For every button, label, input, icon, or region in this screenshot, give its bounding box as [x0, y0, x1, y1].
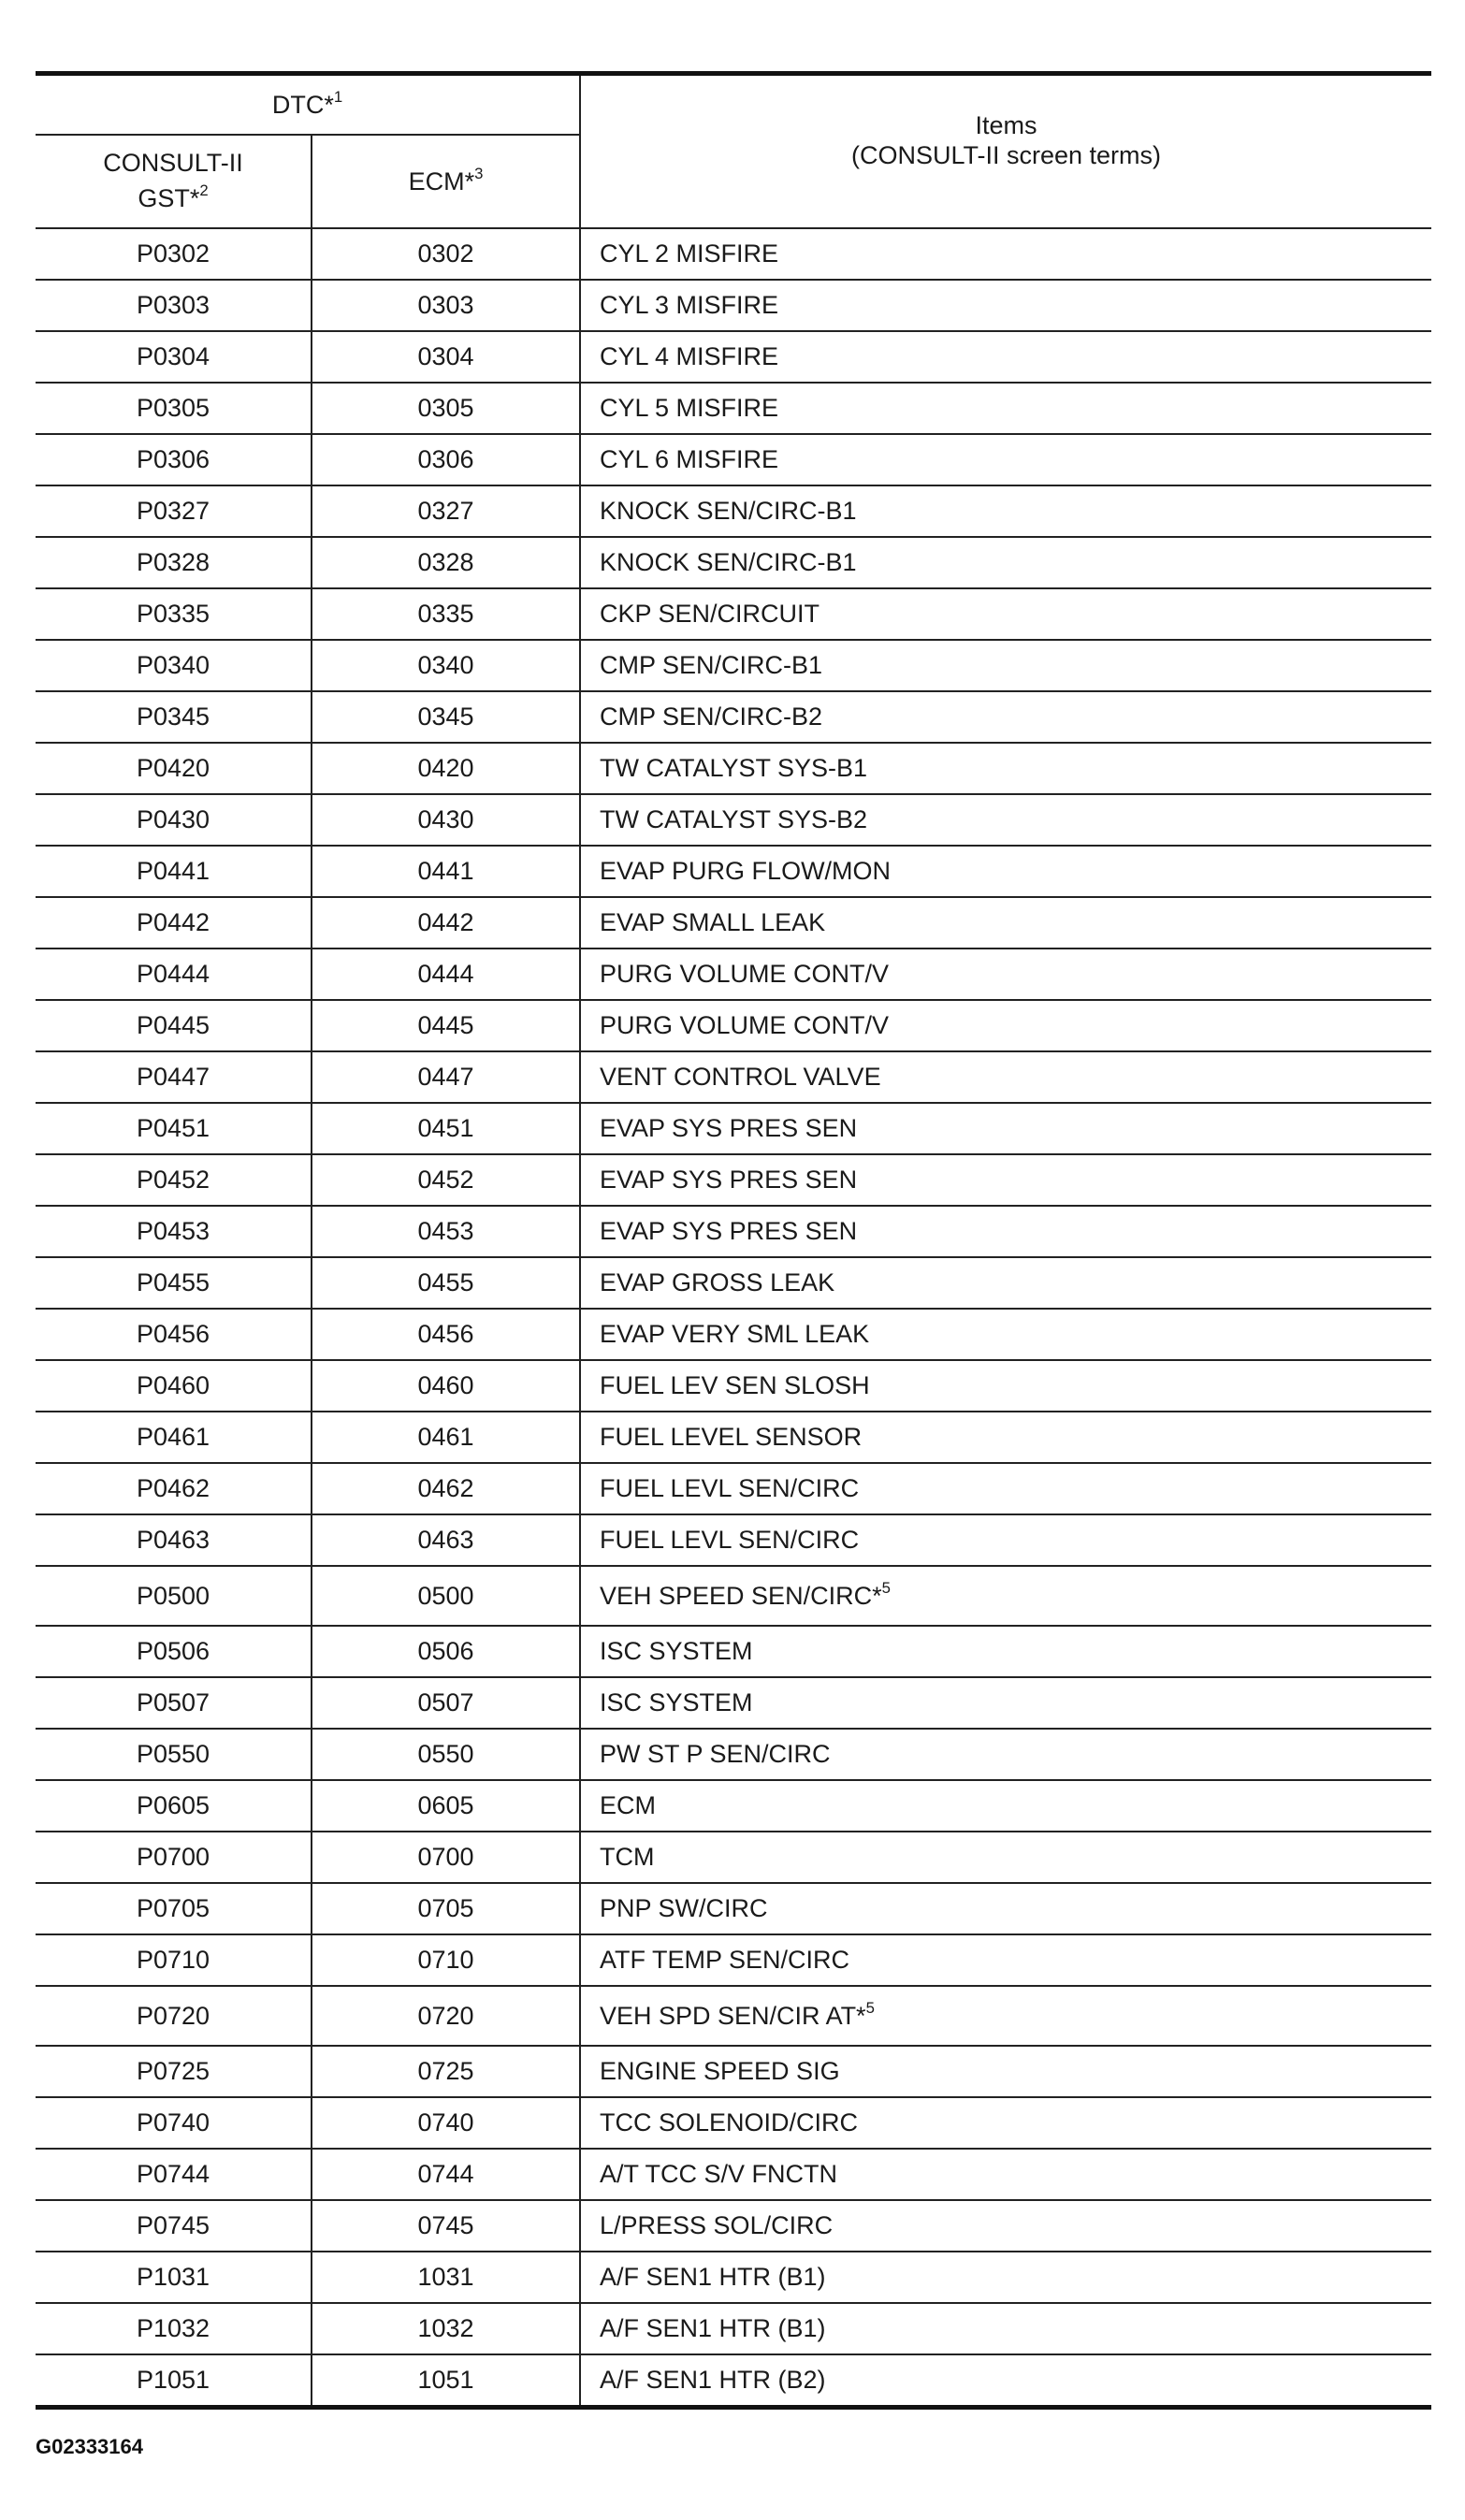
item-term-cell	[580, 2046, 1431, 2097]
table-row	[36, 1463, 1431, 1514]
item-term-cell	[580, 331, 1431, 383]
table-row	[36, 383, 1431, 434]
dtc-table-container	[36, 71, 1431, 2410]
item-term-text: EVAP GROSS LEAK	[600, 1268, 835, 1297]
consult-code-cell: P0335	[36, 588, 312, 640]
item-term-cell	[580, 2303, 1431, 2354]
item-term-text: TCC SOLENOID/CIRC	[600, 2108, 859, 2137]
item-term-text: CYL 3 MISFIRE	[600, 291, 779, 320]
item-term-cell	[580, 485, 1431, 537]
ecm-code-cell: 0345	[312, 691, 580, 743]
table-row	[36, 2149, 1431, 2200]
consult-code-cell: P0447	[36, 1051, 312, 1103]
item-term-cell	[580, 1883, 1431, 1934]
consult-code-cell: P0745	[36, 2200, 312, 2252]
consult-code-cell: P0452	[36, 1154, 312, 1206]
consult-code-cell: P1051	[36, 2354, 312, 2408]
item-term-cell	[580, 897, 1431, 949]
ecm-code-cell: 0506	[312, 1626, 580, 1677]
item-term-cell	[580, 949, 1431, 1000]
dtc-header-text: DTC*	[271, 90, 334, 119]
consult-code-cell: P0444	[36, 949, 312, 1000]
table-row	[36, 2200, 1431, 2252]
item-term-cell	[580, 1051, 1431, 1103]
item-term-text: ISC SYSTEM	[600, 1688, 753, 1717]
item-term-cell	[580, 537, 1431, 588]
table-row	[36, 1257, 1431, 1309]
consult-code-cell: P0456	[36, 1309, 312, 1360]
item-term-text: A/F SEN1 HTR (B2)	[600, 2366, 826, 2395]
item-term-text: FUEL LEVL SEN/CIRC	[600, 1526, 860, 1555]
ecm-code-cell: 0442	[312, 897, 580, 949]
item-term-text: FUEL LEV SEN SLOSH	[600, 1371, 870, 1400]
ecm-column-header	[312, 135, 580, 228]
ecm-code-cell: 0441	[312, 846, 580, 897]
ecm-code-cell: 0451	[312, 1103, 580, 1154]
consult-code-cell: P0740	[36, 2097, 312, 2149]
consult-code-cell: P0303	[36, 280, 312, 331]
consult-code-cell: P0460	[36, 1360, 312, 1412]
item-term-text: EVAP SYS PRES SEN	[600, 1114, 858, 1143]
item-term-cell	[580, 1626, 1431, 1677]
ecm-code-cell: 0550	[312, 1729, 580, 1780]
table-body	[36, 228, 1431, 2408]
ecm-code-cell: 0430	[312, 794, 580, 846]
item-term-cell	[580, 691, 1431, 743]
table-row	[36, 1000, 1431, 1051]
ecm-code-cell: 0725	[312, 2046, 580, 2097]
item-term-cell	[580, 2354, 1431, 2408]
consult-header-line1: CONSULT-II	[103, 149, 243, 178]
item-term-text: CMP SEN/CIRC-B2	[600, 702, 823, 731]
item-term-text: TW CATALYST SYS-B1	[600, 754, 868, 783]
consult-code-cell: P0328	[36, 537, 312, 588]
item-term-text: CKP SEN/CIRCUIT	[600, 600, 820, 629]
table-row	[36, 1729, 1431, 1780]
dtc-table	[36, 71, 1431, 2410]
item-term-text: A/F SEN1 HTR (B1)	[600, 2263, 826, 2292]
consult-code-cell: P0725	[36, 2046, 312, 2097]
item-term-text: PNP SW/CIRC	[600, 1894, 768, 1923]
item-term-cell	[580, 794, 1431, 846]
item-term-cell	[580, 2252, 1431, 2303]
table-row	[36, 2354, 1431, 2408]
item-term-cell	[580, 280, 1431, 331]
consult-code-cell: P0705	[36, 1883, 312, 1934]
ecm-code-cell: 1031	[312, 2252, 580, 2303]
ecm-code-cell: 0445	[312, 1000, 580, 1051]
consult-code-cell: P1031	[36, 2252, 312, 2303]
ecm-code-cell: 0455	[312, 1257, 580, 1309]
ecm-code-cell: 0302	[312, 228, 580, 280]
item-term-text: L/PRESS SOL/CIRC	[600, 2211, 834, 2240]
table-row	[36, 537, 1431, 588]
table-row	[36, 228, 1431, 280]
ecm-code-cell: 0710	[312, 1934, 580, 1986]
table-row	[36, 1103, 1431, 1154]
consult-code-cell: P0455	[36, 1257, 312, 1309]
ecm-code-cell: 0700	[312, 1832, 580, 1883]
consult-code-cell: P0327	[36, 485, 312, 537]
item-term-cell	[580, 2149, 1431, 2200]
item-term-cell	[580, 1154, 1431, 1206]
item-term-cell	[580, 640, 1431, 691]
ecm-code-cell: 0745	[312, 2200, 580, 2252]
item-term-cell	[580, 1514, 1431, 1566]
item-term-text: KNOCK SEN/CIRC-B1	[600, 497, 857, 526]
ecm-code-cell: 0453	[312, 1206, 580, 1257]
item-term-cell	[580, 1309, 1431, 1360]
ecm-code-cell: 0305	[312, 383, 580, 434]
table-row	[36, 280, 1431, 331]
table-row	[36, 1566, 1431, 1626]
ecm-code-cell: 0507	[312, 1677, 580, 1729]
table-row	[36, 897, 1431, 949]
consult-code-cell: P0451	[36, 1103, 312, 1154]
ecm-code-cell: 0452	[312, 1154, 580, 1206]
consult-code-cell: P0700	[36, 1832, 312, 1883]
table-row	[36, 846, 1431, 897]
table-row	[36, 1780, 1431, 1832]
table-row	[36, 331, 1431, 383]
consult-code-cell: P0430	[36, 794, 312, 846]
item-term-text: CMP SEN/CIRC-B1	[600, 651, 823, 680]
table-row	[36, 485, 1431, 537]
consult-header-sup: 2	[199, 181, 209, 200]
item-term-cell	[580, 1206, 1431, 1257]
item-term-cell	[580, 1934, 1431, 1986]
item-term-text: CYL 6 MISFIRE	[600, 445, 779, 474]
table-row	[36, 640, 1431, 691]
ecm-code-cell: 0327	[312, 485, 580, 537]
item-term-text: VEH SPEED SEN/CIRC*	[600, 1581, 882, 1610]
item-term-text: A/F SEN1 HTR (B1)	[600, 2314, 826, 2343]
consult-code-cell: P0550	[36, 1729, 312, 1780]
dtc-group-header	[36, 74, 580, 136]
item-term-text: EVAP PURG FLOW/MON	[600, 857, 892, 886]
consult-code-cell: P0453	[36, 1206, 312, 1257]
consult-code-cell: P0605	[36, 1780, 312, 1832]
table-row	[36, 2252, 1431, 2303]
item-term-text: PURG VOLUME CONT/V	[600, 1011, 890, 1040]
item-term-text: PURG VOLUME CONT/V	[600, 960, 890, 989]
ecm-code-cell: 1051	[312, 2354, 580, 2408]
item-term-cell	[580, 1566, 1431, 1626]
table-row	[36, 1677, 1431, 1729]
item-term-text: ECM	[600, 1791, 656, 1820]
consult-code-cell: P0507	[36, 1677, 312, 1729]
ecm-code-cell: 0447	[312, 1051, 580, 1103]
ecm-code-cell: 0720	[312, 1986, 580, 2046]
table-row	[36, 2303, 1431, 2354]
ecm-code-cell: 0461	[312, 1412, 580, 1463]
consult-code-cell: P0461	[36, 1412, 312, 1463]
table-row	[36, 691, 1431, 743]
item-term-cell	[580, 1832, 1431, 1883]
dtc-header-sup: 1	[333, 88, 343, 107]
item-term-text: EVAP SMALL LEAK	[600, 908, 826, 937]
consult-code-cell: P0710	[36, 1934, 312, 1986]
item-term-footnote: 5	[865, 1999, 875, 2018]
consult-code-cell: P0305	[36, 383, 312, 434]
header-row-top	[36, 74, 1431, 136]
item-term-cell	[580, 1986, 1431, 2046]
item-term-text: TCM	[600, 1843, 655, 1872]
ecm-code-cell: 0705	[312, 1883, 580, 1934]
item-term-text: VEH SPD SEN/CIR AT*	[600, 2001, 866, 2030]
item-term-text: VENT CONTROL VALVE	[600, 1063, 881, 1092]
item-term-text: PW ST P SEN/CIRC	[600, 1740, 831, 1769]
consult-code-cell: P1032	[36, 2303, 312, 2354]
item-term-cell	[580, 1677, 1431, 1729]
table-row	[36, 1626, 1431, 1677]
item-term-text: ATF TEMP SEN/CIRC	[600, 1946, 850, 1975]
item-term-text: CYL 2 MISFIRE	[600, 239, 779, 268]
ecm-code-cell: 0456	[312, 1309, 580, 1360]
consult-code-cell: P0420	[36, 743, 312, 794]
table-row	[36, 2097, 1431, 2149]
item-term-text: KNOCK SEN/CIRC-B1	[600, 548, 857, 577]
item-term-cell	[580, 1103, 1431, 1154]
ecm-code-cell: 0463	[312, 1514, 580, 1566]
item-term-cell	[580, 1780, 1431, 1832]
item-term-cell	[580, 1729, 1431, 1780]
consult-code-cell: P0506	[36, 1626, 312, 1677]
ecm-code-cell: 0340	[312, 640, 580, 691]
ecm-code-cell: 0328	[312, 537, 580, 588]
figure-id: G02333164	[36, 2435, 143, 2458]
item-term-text: FUEL LEVL SEN/CIRC	[600, 1474, 860, 1503]
items-header-title: Items	[975, 110, 1037, 139]
table-row	[36, 1986, 1431, 2046]
ecm-code-cell: 0304	[312, 331, 580, 383]
item-term-text: ENGINE SPEED SIG	[600, 2057, 840, 2086]
consult-header-line2: GST*	[138, 184, 200, 212]
item-term-cell	[580, 1360, 1431, 1412]
ecm-header-sup: 3	[474, 165, 484, 183]
item-term-cell	[580, 383, 1431, 434]
ecm-code-cell: 0740	[312, 2097, 580, 2149]
item-term-text: EVAP SYS PRES SEN	[600, 1166, 858, 1195]
item-term-cell	[580, 228, 1431, 280]
consult-code-cell: P0441	[36, 846, 312, 897]
item-term-text: TW CATALYST SYS-B2	[600, 805, 868, 834]
item-term-cell	[580, 2097, 1431, 2149]
ecm-header-text: ECM*	[408, 167, 475, 196]
ecm-code-cell: 0303	[312, 280, 580, 331]
ecm-code-cell: 0420	[312, 743, 580, 794]
item-term-text: CYL 4 MISFIRE	[600, 342, 779, 371]
consult-code-cell: P0500	[36, 1566, 312, 1626]
ecm-code-cell: 0306	[312, 434, 580, 485]
item-term-cell	[580, 434, 1431, 485]
item-term-text: EVAP SYS PRES SEN	[600, 1217, 858, 1246]
item-term-cell	[580, 588, 1431, 640]
item-term-text: EVAP VERY SML LEAK	[600, 1320, 870, 1349]
table-row	[36, 434, 1431, 485]
item-term-cell	[580, 2200, 1431, 2252]
item-term-cell	[580, 1412, 1431, 1463]
consult-code-cell: P0306	[36, 434, 312, 485]
ecm-code-cell: 0460	[312, 1360, 580, 1412]
item-term-text: CYL 5 MISFIRE	[600, 394, 779, 423]
ecm-code-cell: 0462	[312, 1463, 580, 1514]
ecm-code-cell: 0605	[312, 1780, 580, 1832]
item-term-cell	[580, 743, 1431, 794]
table-row	[36, 588, 1431, 640]
consult-code-cell: P0340	[36, 640, 312, 691]
consult-code-cell: P0462	[36, 1463, 312, 1514]
items-column-header	[580, 74, 1431, 229]
table-row	[36, 794, 1431, 846]
table-row	[36, 1309, 1431, 1360]
table-row	[36, 1832, 1431, 1883]
items-header-subtitle: (CONSULT-II screen terms)	[850, 141, 1162, 169]
item-term-cell	[580, 846, 1431, 897]
consult-code-cell: P0302	[36, 228, 312, 280]
table-row	[36, 1051, 1431, 1103]
consult-code-cell: P0744	[36, 2149, 312, 2200]
ecm-code-cell: 0444	[312, 949, 580, 1000]
ecm-code-cell: 0744	[312, 2149, 580, 2200]
consult-code-cell: P0463	[36, 1514, 312, 1566]
consult-code-cell: P0720	[36, 1986, 312, 2046]
ecm-code-cell: 0500	[312, 1566, 580, 1626]
ecm-code-cell: 0335	[312, 588, 580, 640]
table-row	[36, 743, 1431, 794]
item-term-text: FUEL LEVEL SENSOR	[600, 1423, 863, 1452]
item-term-cell	[580, 1463, 1431, 1514]
table-row	[36, 1206, 1431, 1257]
ecm-code-cell: 1032	[312, 2303, 580, 2354]
item-term-cell	[580, 1000, 1431, 1051]
item-term-text: A/T TCC S/V FNCTN	[600, 2160, 838, 2189]
table-row	[36, 1883, 1431, 1934]
consult-code-cell: P0445	[36, 1000, 312, 1051]
table-row	[36, 1154, 1431, 1206]
table-row	[36, 1360, 1431, 1412]
table-row	[36, 1412, 1431, 1463]
item-term-cell	[580, 1257, 1431, 1309]
table-row	[36, 2046, 1431, 2097]
table-row	[36, 1514, 1431, 1566]
consult-code-cell: P0304	[36, 331, 312, 383]
consult-column-header	[36, 135, 312, 228]
table-row	[36, 1934, 1431, 1986]
consult-code-cell: P0345	[36, 691, 312, 743]
table-header	[36, 74, 1431, 229]
table-row	[36, 949, 1431, 1000]
item-term-text: ISC SYSTEM	[600, 1637, 753, 1666]
consult-header-line2-wrap	[36, 181, 311, 217]
item-term-footnote: 5	[881, 1579, 891, 1598]
consult-code-cell: P0442	[36, 897, 312, 949]
